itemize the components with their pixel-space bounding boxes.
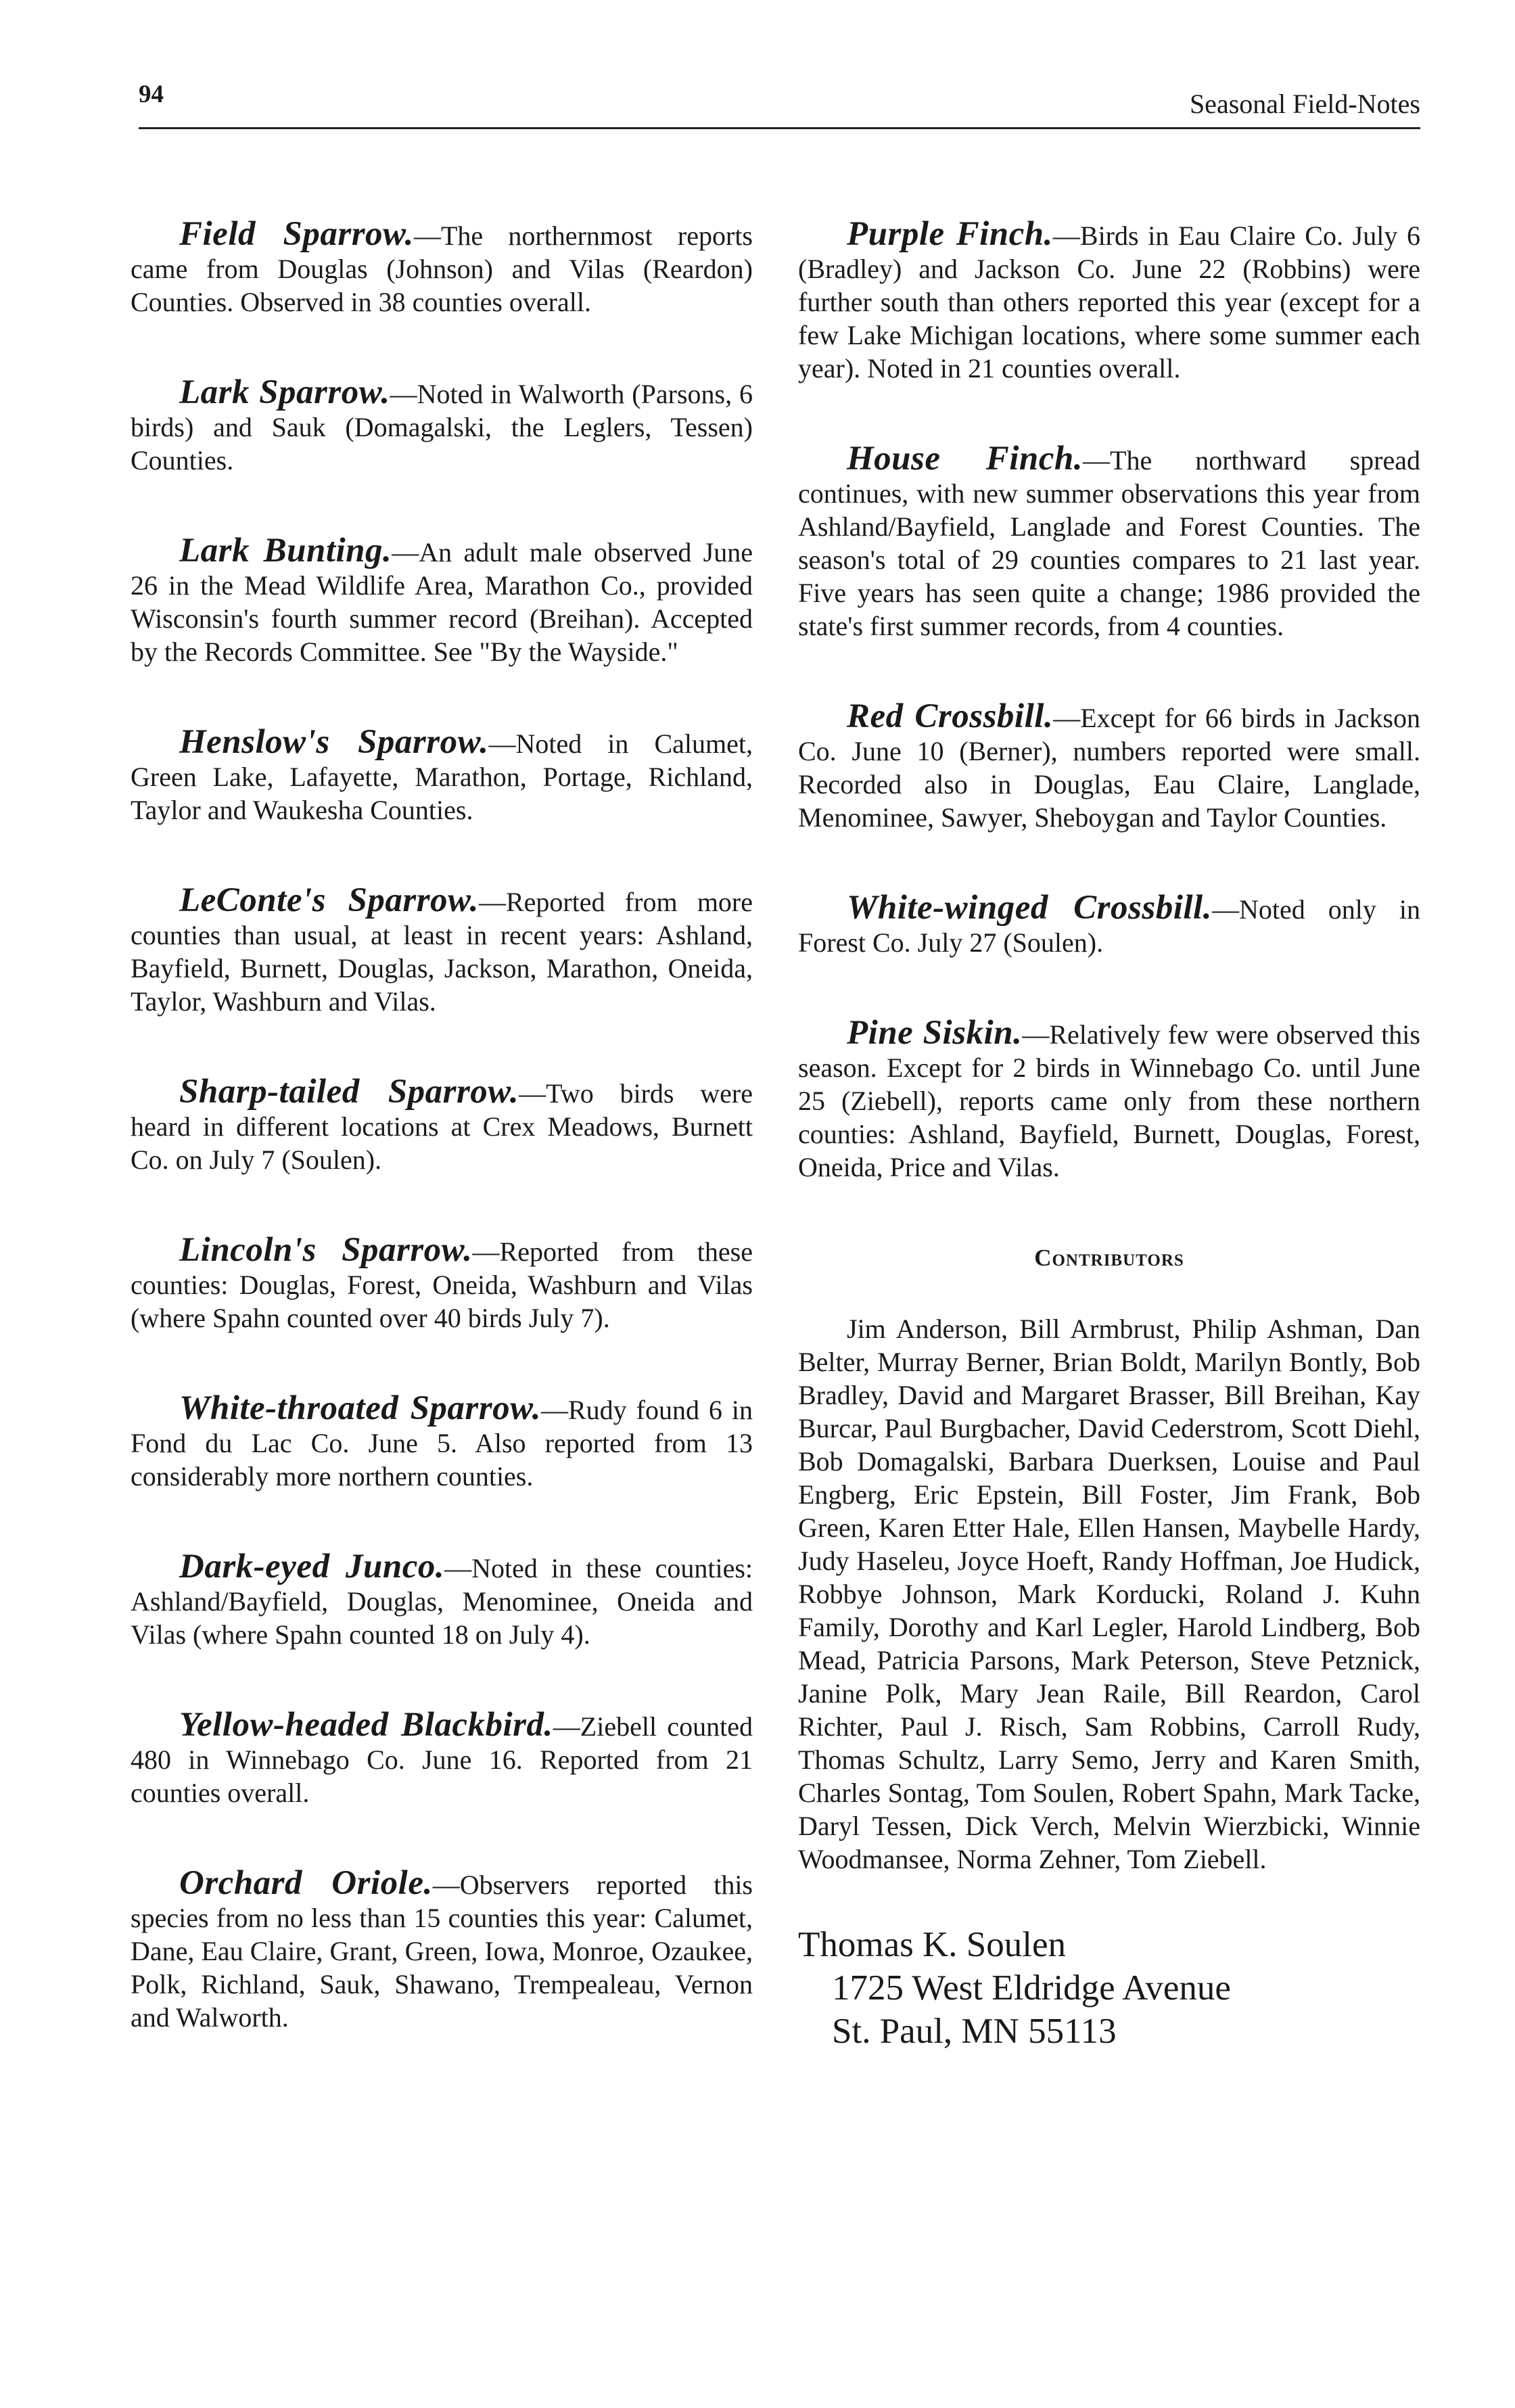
entry-text: —Reported from these counties: Douglas, Forest, Oneida, Washburn and Vilas (where Spahn counted over 40 birds July 7). — [131, 1236, 753, 1333]
entry-text: —The northernmost reports came from Douglas (Johnson) and Vilas (Reardon) Counties. Observed in 38 counties overall. — [131, 221, 753, 317]
entry-text: —Noted in Calumet, Green Lake, Lafayette, Marathon, Portage, Richland, Taylor and Waukesha Counties. — [131, 728, 753, 825]
entry-white-throated-sparrow — [131, 1389, 753, 1493]
species-name: Pine Siskin. — [847, 1014, 1023, 1052]
address-street: 1725 West Eldridge Avenue — [832, 1968, 1231, 2008]
entry-dark-eyed-junco — [131, 1550, 753, 1651]
entry-white-winged-crossbill — [798, 889, 1420, 959]
entry-lecontes-sparrow — [131, 881, 753, 1018]
species-name: Yellow-headed Blackbird. — [179, 1706, 553, 1744]
running-title: Seasonal Field-Notes — [1189, 89, 1420, 119]
species-name: Sharp-tailed Sparrow. — [179, 1073, 519, 1111]
entry-text: —Two birds were heard in different locations at Crex Meadows, Burnett Co. on July 7 (Soulen). — [131, 1078, 753, 1175]
entry-text: —Noted in Walworth (Parsons, 6 birds) and Sauk (Domagalski, the Leglers, Tessen) Counties. — [131, 379, 753, 476]
author-name: Thomas K. Soulen — [798, 1925, 1066, 1964]
entry-text: —Noted in these counties: Ashland/Bayfield, Douglas, Menominee, Oneida and Vilas (where Spahn counted 18 on July 4). — [131, 1553, 753, 1650]
entry-henslows-sparrow — [131, 723, 753, 827]
entry-orchard-oriole — [131, 1864, 753, 2034]
species-name: House Finch. — [847, 440, 1083, 478]
species-name: White-throated Sparrow. — [179, 1389, 541, 1427]
entry-yellow-headed-blackbird — [131, 1706, 753, 1809]
entry-house-finch — [798, 442, 1420, 643]
entry-pine-siskin — [798, 1014, 1420, 1184]
entry-field-sparrow — [131, 215, 753, 319]
species-name: Lincoln's Sparrow. — [179, 1231, 473, 1269]
entry-text: —Birds in Eau Claire Co. July 6 (Bradley) and Jackson Co. June 22 (Robbins) were further south than others reported this year (except for a few Lake Michigan locations, where some summer each year). Noted in 21 counties overall. — [798, 221, 1420, 384]
entry-lark-sparrow — [131, 373, 753, 477]
species-name: White-winged Crossbill. — [847, 889, 1212, 927]
entry-purple-finch — [798, 215, 1420, 385]
species-name: Field Sparrow. — [179, 215, 414, 253]
right-column — [798, 215, 1420, 2053]
contributors-list: Jim Anderson, Bill Armbrust, Philip Ashman, Dan Belter, Murray Berner, Brian Boldt, Marilyn Bontly, Bob Bradley, David and Margaret Brasser, Bill Breihan, Kay Burcar, Paul Burgbacher, David Cederstrom, Scott Diehl, Bob Domagalski, Barbara Duerksen, Louise and Paul Engberg, Eric Epstein, Bill Foster, Jim Frank, Bob Green, Karen Etter Hale, Ellen Hansen, Maybelle Hardy, Judy Haseleu, Joyce Hoeft, Randy Hoffman, Joe Hudick, Robbye Johnson, Mark Korducki, Roland J. Kuhn Family, Dorothy and Karl Legler, Harold Lindberg, Bob Mead, Patricia Parsons, Mark Peterson, Steve Petznick, Janine Polk, Mary Jean Raile, Bill Reardon, Carol Richter, Paul J. Risch, Sam Robbins, Carroll Rudy, Thomas Schultz, Larry Semo, Jerry and Karen Smith, Charles Sontag, Tom Soulen, Robert Spahn, Mark Tacke, Daryl Tessen, Dick Verch, Melvin Wierzbicki, Winnie Woodmansee, Norma Zehner, Tom Ziebell. — [798, 1314, 1420, 1874]
entry-text: —Ziebell counted 480 in Winnebago Co. June 16. Reported from 21 counties overall. — [131, 1711, 753, 1808]
entry-text: —Relatively few were observed this season. Except for 2 birds in Winnebago Co. until June 25 (Ziebell), reports came only from these northern counties: Ashland, Bayfield, Burnett, Douglas, Forest, Oneida, Price and Vilas. — [798, 1019, 1420, 1182]
entry-lark-bunting — [131, 534, 753, 668]
entry-text: —The northward spread continues, with new summer observations this year from Ashland/Bayfield, Langlade and Forest Counties. The season's total of 29 counties compares to 21 last year. Five years has seen quite a change; 1986 provided the state's first summer records, from 4 counties. — [798, 445, 1420, 641]
species-name: LeConte's Sparrow. — [179, 881, 479, 919]
species-name: Orchard Oriole. — [179, 1864, 433, 1902]
address-city: St. Paul, MN 55113 — [832, 2012, 1117, 2051]
entry-text: —Except for 66 birds in Jackson Co. June 10 (Berner), numbers reported were small. Recorded also in Douglas, Eau Claire, Langlade, Menominee, Sawyer, Sheboygan and Taylor Counties. — [798, 703, 1420, 833]
entry-text: —An adult male observed June 26 in the Mead Wildlife Area, Marathon Co., provided Wisconsin's fourth summer record (Breihan). Accepted by the Records Committee. See "By the Wayside." — [131, 537, 753, 667]
species-name: Purple Finch. — [847, 215, 1053, 253]
author-address — [798, 1923, 1420, 2053]
species-name: Red Crossbill. — [847, 697, 1054, 735]
entry-text: —Reported from more counties than usual, at least in recent years: Ashland, Bayfield, Burnett, Douglas, Jackson, Marathon, Oneida, Taylor, Washburn and Vilas. — [131, 887, 753, 1017]
page-number: 94 — [139, 80, 164, 108]
species-name: Henslow's Sparrow. — [179, 723, 489, 761]
left-column — [131, 215, 753, 2034]
entry-red-crossbill — [798, 697, 1420, 834]
page-header — [139, 80, 1420, 129]
entry-lincolns-sparrow — [131, 1231, 753, 1335]
entry-text: —Observers reported this species from no less than 15 counties this year: Calumet, Dane, Eau Claire, Grant, Green, Iowa, Monroe, Ozaukee, Polk, Richland, Sauk, Shawano, Trempealeau, Vernon and Walworth. — [131, 1870, 753, 2033]
entry-text: —Rudy found 6 in Fond du Lac Co. June 5. Also reported from 13 considerably more northern counties. — [131, 1395, 753, 1491]
species-name: Lark Sparrow. — [179, 373, 390, 411]
species-name: Dark-eyed Junco. — [179, 1548, 445, 1585]
species-name: Lark Bunting. — [179, 532, 392, 570]
entry-sharp-tailed-sparrow — [131, 1075, 753, 1176]
contributors-heading: Contributors — [1034, 1245, 1184, 1271]
entry-text: —Noted only in Forest Co. July 27 (Soulen). — [798, 894, 1420, 958]
